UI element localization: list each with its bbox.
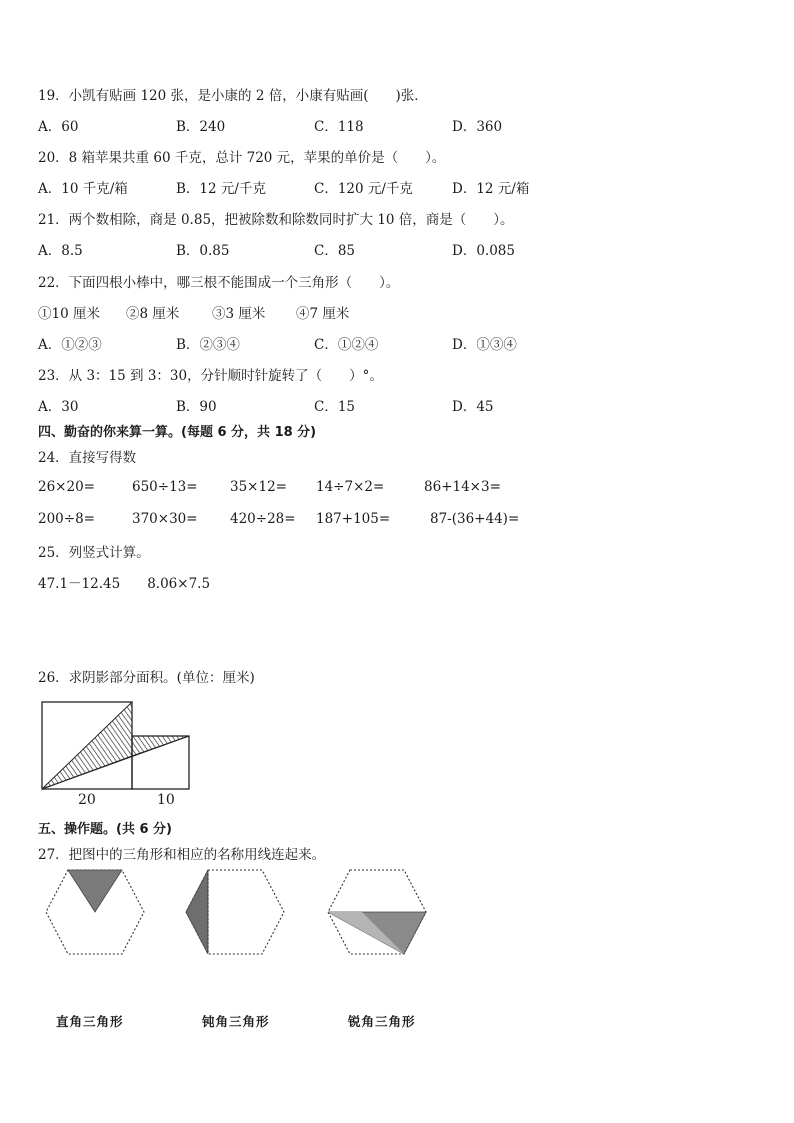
q20-option-d: D．12 元/箱 [452,181,530,197]
hexagon-figure-1 [40,866,150,958]
q21-stem: 21．两个数相除，商是 0.85，把被除数和除数同时扩大 10 倍，商是（ ）。 [38,212,514,228]
q19-option-d: D．360 [452,119,503,135]
q22-option-b: B．②③④ [176,337,240,353]
q22-stick-3: ③3 厘米 [212,306,266,322]
q19-option-a: A．60 [38,119,79,135]
q26-length-20: 20 [78,792,96,808]
q24-expr-8: 420÷28= [230,511,296,527]
q24-expr-3: 35×12= [230,479,287,495]
q26-stem: 26．求阴影部分面积。(单位：厘米) [38,670,255,686]
q24-expr-4: 14÷7×2= [316,479,385,495]
q23-option-d: D．45 [452,399,494,415]
q23-option-c: C．15 [314,399,356,415]
q22-stick-2: ②8 厘米 [126,306,180,322]
q20-stem: 20．8 箱苹果共重 60 千克，总计 720 元，苹果的单价是（ ）。 [38,150,446,166]
q22-stem: 22．下面四根小棒中，哪三根不能围成一个三角形（ ）。 [38,275,400,291]
section-4-title: 四、勤奋的你来算一算。(每题 6 分，共 18 分) [38,425,317,440]
q20-option-a: A．10 千克/箱 [38,181,128,197]
q24-expr-10: 87-(36+44)= [430,511,520,527]
q24-expr-6: 200÷8= [38,511,95,527]
q23-option-a: A．30 [38,399,79,415]
section-5-title: 五、操作题。(共 6 分) [38,822,172,837]
q25-expressions: 47.1－12.45 8.06×7.5 [38,576,211,592]
q23-option-b: B．90 [176,399,217,415]
label-obtuse-triangle: 钝角三角形 [202,1014,270,1029]
q21-option-b: B．0.85 [176,243,230,259]
q19-option-c: C．118 [314,119,364,135]
q22-option-d: D．①③④ [452,337,517,353]
q22-stick-1: ①10 厘米 [38,306,100,322]
q23-stem: 23．从 3：15 到 3：30，分针顺时针旋转了（ ）°。 [38,368,383,384]
q20-option-b: B．12 元/千克 [176,181,266,197]
q25-stem: 25．列竖式计算。 [38,545,150,561]
hexagon-figure-3 [322,866,432,958]
label-right-triangle: 直角三角形 [56,1014,124,1029]
q19-option-b: B．240 [176,119,226,135]
q20-option-c: C．120 元/千克 [314,181,413,197]
q22-option-c: C．①②④ [314,337,379,353]
q22-stick-4: ④7 厘米 [296,306,350,322]
q26-length-10: 10 [157,792,175,808]
q24-expr-9: 187+105= [316,511,391,527]
label-acute-triangle: 锐角三角形 [348,1014,416,1029]
q24-expr-5: 86+14×3= [424,479,501,495]
q24-stem: 24．直接写得数 [38,450,137,466]
q24-expr-2: 650÷13= [132,479,198,495]
q21-option-d: D．0.085 [452,243,515,259]
q19-stem: 19．小凯有贴画 120 张，是小康的 2 倍，小康有贴画( )张． [38,88,428,104]
q21-option-a: A．8.5 [38,243,83,259]
q21-option-c: C．85 [314,243,356,259]
q24-expr-7: 370×30= [132,511,198,527]
q24-expr-1: 26×20= [38,479,95,495]
q22-option-a: A．①②③ [38,337,102,353]
hexagon-figure-2 [180,866,290,958]
q27-stem: 27．把图中的三角形和相应的名称用线连起来。 [38,847,326,863]
